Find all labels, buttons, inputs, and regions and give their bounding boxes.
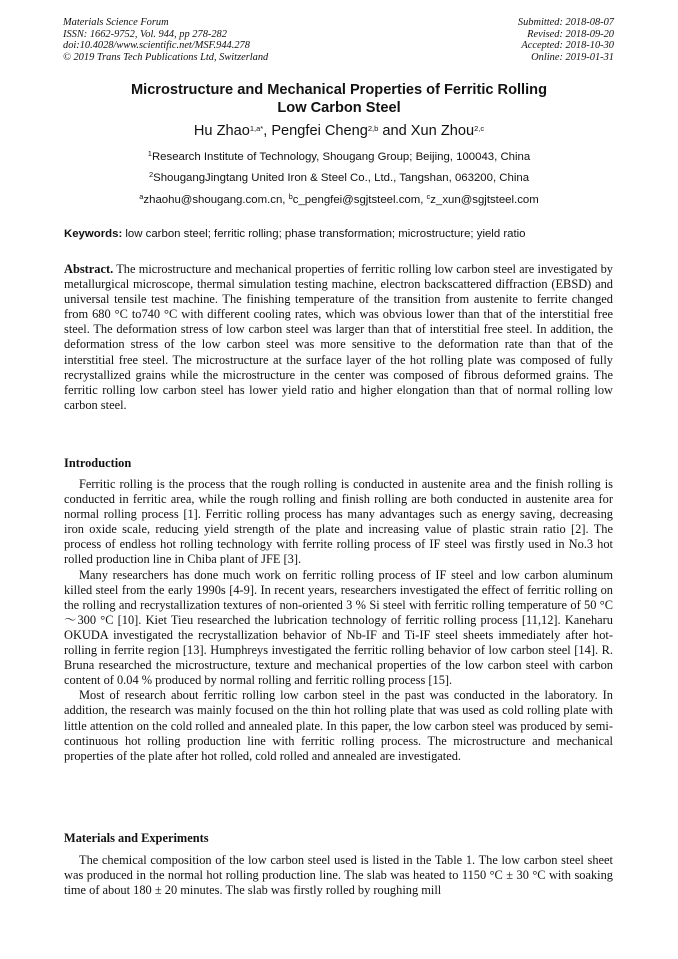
abstract xyxy=(64,262,613,413)
affiliation-text: Research Institute of Technology, Shougang Group; Beijing, 100043, China xyxy=(151,151,531,163)
email-superscript: c xyxy=(426,192,431,201)
paragraph: The chemical composition of the low carbon steel used is listed in the Table 1. The low carbon steel sheet was produced in the normal hot rolling production line. The slab was heated to 1150 °C ± 30 °C with soaking time of about 180 ± 20 minutes. The slab was firstly rolled by roughing mill xyxy=(64,853,613,898)
title-line-1: Microstructure and Mechanical Properties of Ferritic Rolling xyxy=(130,82,547,98)
section-heading-materials: Materials and Experiments xyxy=(64,831,209,845)
journal-issn: ISSN: 1662-9752, Vol. 944, pp 278-282 xyxy=(63,28,227,40)
abstract-label: Abstract. xyxy=(64,262,114,276)
author-name: Hu Zhao xyxy=(193,123,250,139)
email-address: c_pengfei@sgjtsteel.com, xyxy=(292,194,427,206)
paragraph: Most of research about ferritic rolling low carbon steel in the past was conducted in the laboratory. In addition, the research was mainly focused on the thin hot rolling plate that was used as cold rolling plate with little attention on the cold rolled and annealed plate. In this paper, the low carbon steel was produced by semi-continuous hot rolling production line with ferritic rolling process. The microstructure and mechanical properties of the plate after hot rolled, cold rolled and annealed are investigated. xyxy=(64,688,613,763)
email-superscript: b xyxy=(288,192,293,201)
keywords-label: Keywords: xyxy=(64,228,123,240)
email-superscript: a xyxy=(139,192,144,201)
keywords-text: low carbon steel; ferritic rolling; phase transformation; microstructure; yield ratio xyxy=(122,228,526,240)
author-name: Pengfei Cheng xyxy=(271,123,368,139)
paper-title xyxy=(64,82,614,117)
author-superscript: 2,c xyxy=(474,124,485,133)
affiliation-superscript: 2 xyxy=(148,170,154,179)
author-separator: and xyxy=(378,123,411,139)
email-address: z_xun@sgjtsteel.com xyxy=(430,194,539,206)
date-submitted: Submitted: 2018-08-07 xyxy=(517,17,614,28)
title-line-2: Low Carbon Steel xyxy=(277,99,401,116)
materials-body xyxy=(64,853,613,898)
keywords xyxy=(64,227,616,241)
journal-info xyxy=(63,17,268,63)
journal-name: Materials Science Forum xyxy=(63,17,169,28)
author-list xyxy=(64,122,614,140)
introduction-body xyxy=(64,477,613,764)
author-name: Xun Zhou xyxy=(410,123,475,139)
date-accepted: Accepted: 2018-10-30 xyxy=(521,40,614,52)
paragraph: Many researchers has done much work on ferritic rolling process of IF steel and low carbon aluminum killed steel from the early 1990s [4-9]. In recent years, researchers investigated the effect of ferritic rolling on the rolling and recrystallization textures of non-oriented 3 % Si steel with ferritic rolling temperature of 50 °C～300 °C [10]. Kiet Tieu researched the lubrication technology of ferritic rolling process [11,12]. Kaneharu OKUDA investigated the recrystallization behavior of Nb-IF and Ti-IF steel sheets immediately after hot-rolling in ferrite region [13]. Humphreys investigated the ferritic rolling behavior of low carbon steel [14]. R. Bruna researched the microstructure, texture and mechanical properties of the low carbon steel with carbon content of 0.04 % produced by normal rolling and ferritic rolling process [15]. xyxy=(64,567,613,688)
affiliation-superscript: 1 xyxy=(147,149,152,158)
abstract-text: The microstructure and mechanical properties of ferritic rolling low carbon steel are investigated by metallurgical microscope, thermal simulation testing machine, electron backscattered diffraction (EBSD) and universal tensile test machine. The finishing temperature of the transition from austenite to ferrite changed from 680 °C to740 °C with different cooling rates, which was obvious lower than that of the interstitial free steel. The deformation stress of low carbon steel was larger than that of interstitial free steel. In addition, the deformation stress of the low carbon steel was more sensitive to the deformation rate than that of the interstitial free steel. The microstructure at the surface layer of the hot rolling plate was composed of fully recrystallized grains while the microstructure in the center was composed of fibrous deformed grains. The ferritic rolling low carbon steel has lower yield ratio and higher elongation than that of normal rolling low carbon steel. xyxy=(64,262,613,412)
journal-copyright: © 2019 Trans Tech Publications Ltd, Switzerland xyxy=(63,51,269,63)
affiliation-text: ShougangJingtang United Iron & Steel Co., Ltd., Tangshan, 063200, China xyxy=(153,172,530,184)
journal-doi: doi:10.4028/www.scientific.net/MSF.944.278 xyxy=(63,40,250,52)
paragraph: Ferritic rolling is the process that the rough rolling is conducted in austenite area and the finish rolling is conducted in ferritic area, while the rough rolling and finish rolling are both conducted in austenite area for normal rolling process [1]. Ferritic rolling process has many advantages such as energy saving, decreasing iron oxide scale, reducing yield strength of the plate and increasing value of plastic strain ratio [2]. The process of endless hot rolling technology with ferrite rolling process of IF steel was firstly used in No.3 hot rolled production line in Chiba plant of JFE [3]. xyxy=(64,477,613,567)
section-heading-introduction: Introduction xyxy=(64,456,132,470)
affiliation-2 xyxy=(64,171,614,185)
author-separator: , xyxy=(263,123,272,139)
date-revised: Revised: 2018-09-20 xyxy=(527,28,614,40)
email-address: zhaohu@shougang.com.cn, xyxy=(143,194,289,206)
author-superscript: 1,a* xyxy=(249,124,264,133)
author-superscript: 2,b xyxy=(367,124,379,133)
date-online: Online: 2019-01-31 xyxy=(531,51,614,63)
submission-dates xyxy=(518,17,614,63)
affiliation-1 xyxy=(64,150,614,164)
author-emails xyxy=(64,193,614,207)
